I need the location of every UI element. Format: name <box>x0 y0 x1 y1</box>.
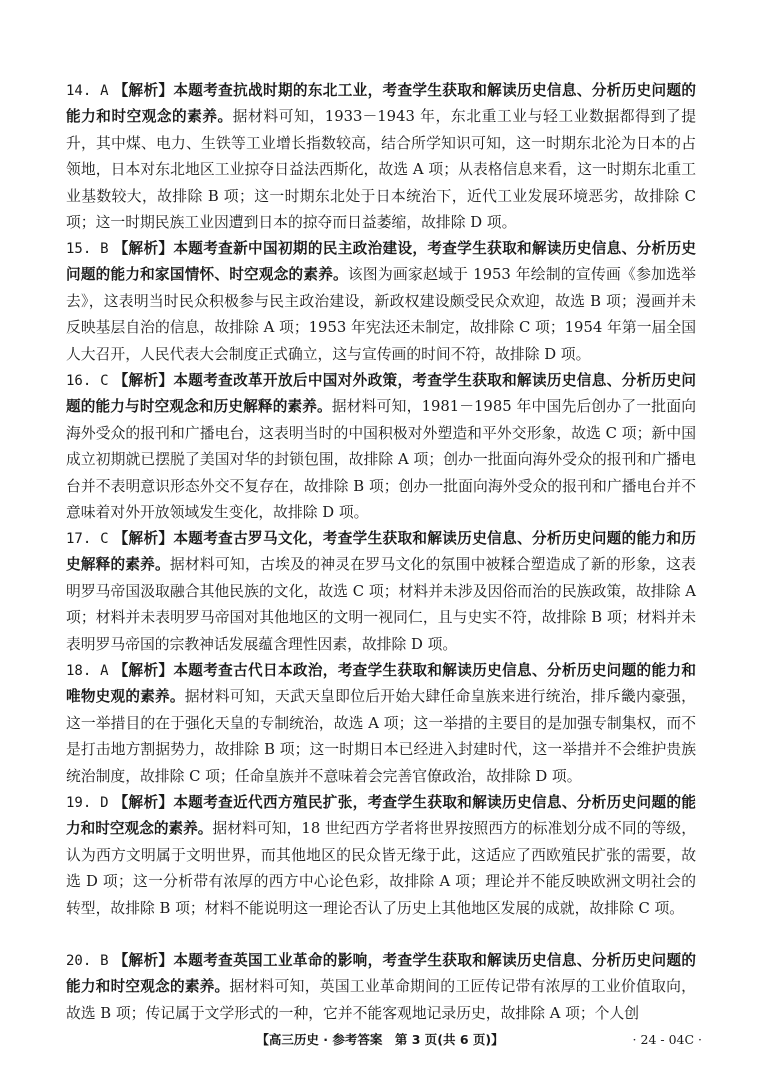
analysis-body: 据材料可知，天武天皇即位后开始大肆任命皇族来进行统治，排斥畿内豪强，这一举措目的在于强化天皇的专制统治，故选 A 项；这一举措的主要目的是加强专制集权，而不是打击地方割据势力，故排除 B 项；这一时期日本已经进入封建时代，这一举措并不会维护贵族统治制度，故排除 C 项；任命皇族并不意味着会完善官僚政治，故排除 D 项。 <box>66 688 696 785</box>
answer-item-19 <box>66 790 696 948</box>
analysis-lead: 本题考查新中国初期的民主政治建设，考查学生获取和解读历史信息、分析历史问题的能力和家国情怀、时空观念的素养。 <box>66 240 696 284</box>
analysis-lead: 本题考查英国工业革命的影响，考查学生获取和解读历史信息、分析历史问题的能力和时空观念的素养。 <box>66 952 696 996</box>
footer-exam-code: · 24 - 04C · <box>632 1032 702 1047</box>
answer-item-16 <box>66 368 696 526</box>
analysis-body: 据材料可知，英国工业革命期间的工匠传记带有浓厚的工业价值取向，故选 B 项；传记属于文学形式的一种，它并不能客观地记录历史，故排除 A 项；个人创 <box>66 978 696 1022</box>
answer-item-20 <box>66 948 696 1028</box>
question-number: 15. B <box>66 241 109 257</box>
answer-item-18 <box>66 658 696 790</box>
answer-list <box>66 78 696 1028</box>
analysis-body: 该图为画家赵域于 1953 年绘制的宣传画《参加选举去》，这表明当时民众积极参与民主政治建设，新政权建设颇受民众欢迎，故选 B 项；漫画并未反映基层自治的信息，故排除 A 项；1953 年宪法还未制定，故排除 C 项；1954 年第一届全国人大召开，人民代表大会制度正式确立，这与宣传画的时间不符，故排除 D 项。 <box>66 266 696 363</box>
analysis-lead: 本题考查近代西方殖民扩张，考查学生获取和解读历史信息、分析历史问题的能力和时空观念的素养。 <box>66 794 696 838</box>
question-number: 20. B <box>66 953 109 969</box>
analysis-lead: 本题考查改革开放后中国对外政策，考查学生获取和解读历史信息、分析历史问题的能力与时空观念和历史解释的素养。 <box>66 372 696 416</box>
analysis-tag: 【解析】 <box>113 662 174 679</box>
question-number: 16. C <box>66 373 109 389</box>
analysis-body: 据材料可知，古埃及的神灵在罗马文化的氛围中被糅合塑造成了新的形象，这表明罗马帝国汲取融合其他民族的文化，故选 C 项；材料并未涉及因俗而治的民族政策，故排除 A 项；材料并未表明罗马帝国对其他地区的文明一视同仁，且与史实不符，故排除 B 项；材料并未表明罗马帝国的宗教神话发展蕴含理性因素，故排除 D 项。 <box>66 556 696 653</box>
answer-item-15 <box>66 236 696 368</box>
question-number: 19. D <box>66 795 109 811</box>
answer-item-17 <box>66 526 696 658</box>
analysis-tag: 【解析】 <box>113 372 174 389</box>
analysis-body: 据材料可知，1981－1985 年中国先后创办了一批面向海外受众的报刊和广播电台，这表明当时的中国积极对外塑造和平外交形象，故选 C 项；新中国成立初期就已摆脱了美国对华的封锁包围，故排除 A 项；创办一批面向海外受众的报刊和广播电台并不表明意识形态外交不复存在，故排除 B 项；创办一批面向海外受众的报刊和广播电台并不意味着对外开放领域发生变化，故排除 D 项。 <box>66 398 696 522</box>
analysis-tag: 【解析】 <box>113 952 174 969</box>
question-number: 18. A <box>66 663 109 679</box>
analysis-lead: 本题考查抗战时期的东北工业，考查学生获取和解读历史信息、分析历史问题的能力和时空观念的素养。 <box>66 82 696 126</box>
analysis-lead: 本题考查古罗马文化，考查学生获取和解读历史信息、分析历史问题的能力和历史解释的素养。 <box>66 530 696 574</box>
answer-item-14 <box>66 78 696 236</box>
analysis-tag: 【解析】 <box>113 240 174 257</box>
question-number: 17. C <box>66 531 109 547</box>
analysis-body: 据材料可知，1933－1943 年，东北重工业与轻工业数据都得到了提升，其中煤、电力、生铁等工业增长指数较高，结合所学知识可知，这一时期东北沦为日本的占领地，日本对东北地区工业掠夺日益法西斯化，故选 A 项；从表格信息来看，这一时期东北重工业基数较大，故排除 B 项；这一时期东北处于日本统治下，近代工业发展环境恶劣，故排除 C 项；这一时期民族工业因遭到日本的掠夺而日益萎缩，故排除 D 项。 <box>66 108 696 232</box>
question-number: 14. A <box>66 83 109 99</box>
analysis-body: 据材料可知，18 世纪西方学者将世界按照西方的标准划分成不同的等级，认为西方文明属于文明世界，而其他地区的民众皆无缘于此，这适应了西欧殖民扩张的需要，故选 D 项；这一分析带有浓厚的西方中心论色彩，故排除 A 项；理论并不能反映欧洲文明社会的转型，故排除 B 项；材料不能说明这一理论否认了历史上其他地区发展的成就，故排除 C 项。 <box>66 820 696 917</box>
analysis-tag: 【解析】 <box>113 82 174 99</box>
analysis-tag: 【解析】 <box>113 794 174 811</box>
footer-page-info: 【高三历史 · 参考答案 第 3 页(共 6 页)】 <box>256 1032 504 1047</box>
analysis-lead: 本题考查古代日本政治，考查学生获取和解读历史信息、分析历史问题的能力和唯物史观的素养。 <box>66 662 696 706</box>
page-footer <box>0 1029 760 1051</box>
analysis-tag: 【解析】 <box>113 530 174 547</box>
